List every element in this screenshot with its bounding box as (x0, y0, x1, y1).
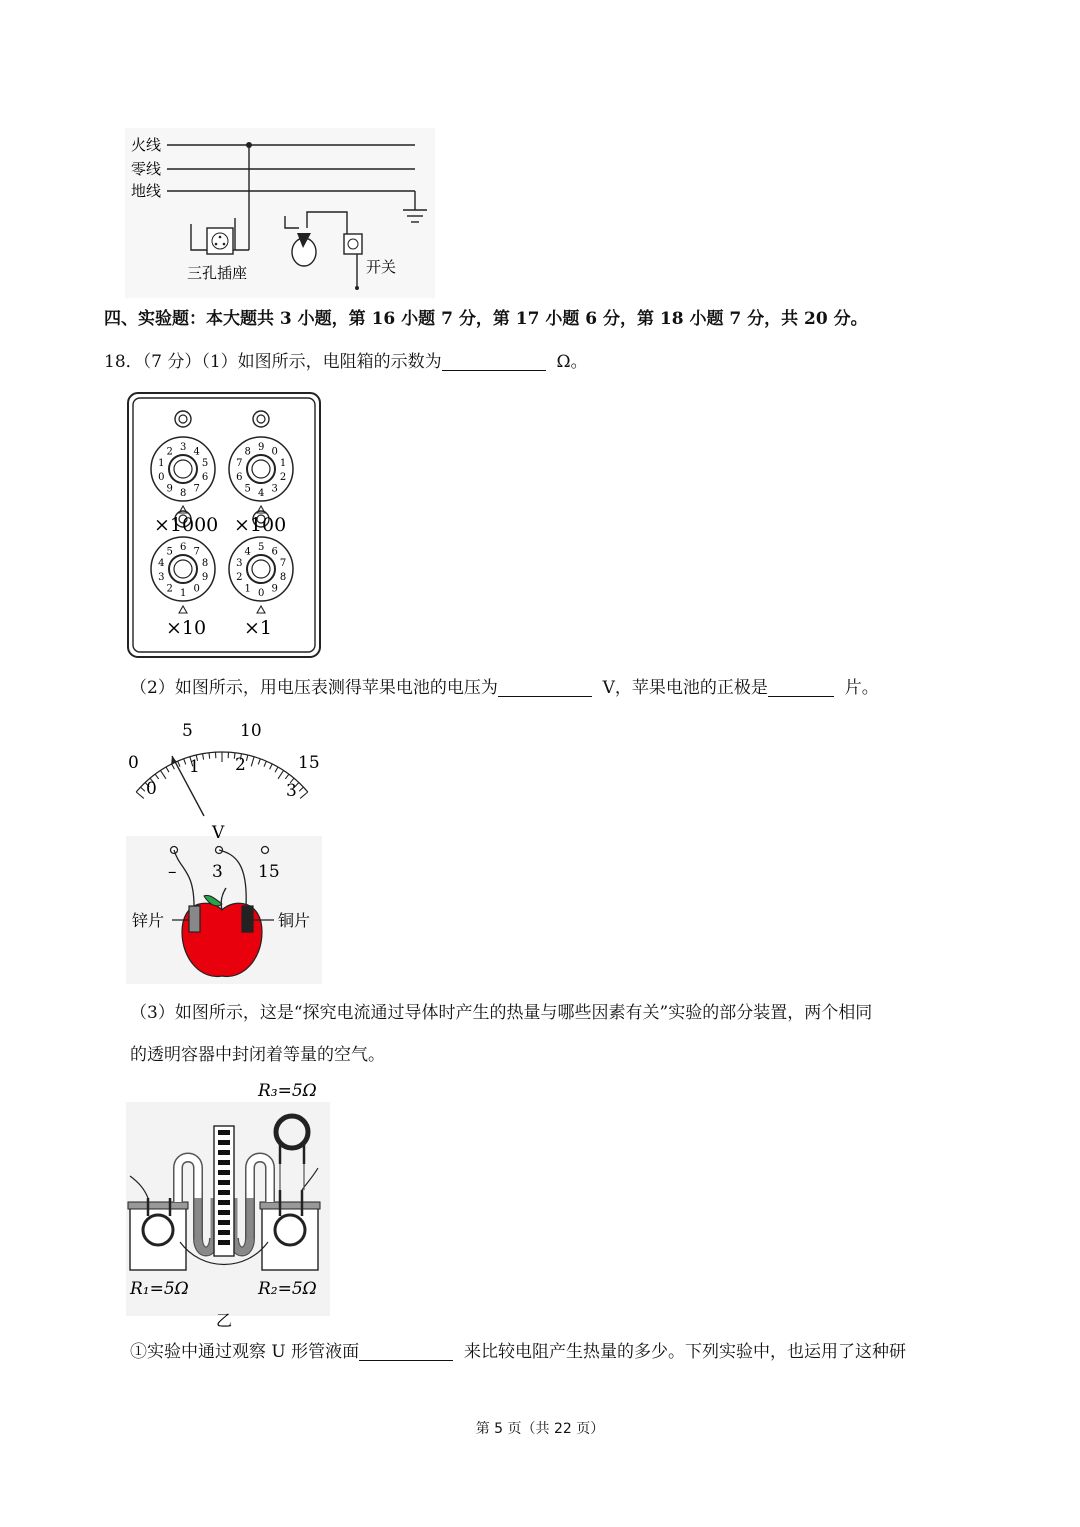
lower-tick-1: 1 (189, 757, 200, 777)
ohm-unit: Ω。 (556, 352, 588, 372)
copper-plate (242, 906, 253, 932)
voltmeter-apple-diagram (122, 714, 326, 984)
section-heading: 四、实验题：本大题共 3 小题，第 16 小题 7 分，第 17 小题 6 分，第 18 小题 7 分，共 20 分。 (104, 309, 868, 329)
answer-blank-voltage[interactable] (498, 680, 592, 697)
q18-part2 (130, 680, 879, 697)
switch-icon (344, 234, 362, 254)
upper-tick-5: 5 (182, 721, 193, 741)
multiplier-1-label: ×1 (244, 617, 273, 639)
question-18-intro (104, 354, 588, 371)
terminal-label-negative: – (168, 862, 177, 882)
dial-digit: 4 (193, 446, 200, 458)
multiplier-100-label: ×100 (234, 514, 287, 536)
copper-label: 铜片 (278, 911, 311, 930)
live-wire-label: 火线 (131, 136, 162, 154)
dial-digit: 4 (244, 546, 251, 558)
dial-digit: 9 (166, 483, 173, 495)
switch-label: 开关 (366, 258, 397, 276)
ground-wire-label: 地线 (131, 182, 162, 200)
figure-caption: 乙 (216, 1311, 233, 1330)
dial-digit: 9 (201, 572, 209, 584)
r2-label: R₂=5Ω (258, 1279, 317, 1299)
q18-part2-text-c: 片。 (844, 678, 879, 698)
dial-digit: 1 (244, 583, 251, 595)
joule-heating-apparatus (122, 1072, 332, 1334)
dial-digit: 8 (180, 488, 187, 499)
zinc-label: 锌片 (132, 911, 165, 930)
dial-digit: 3 (236, 557, 243, 569)
dial-digit: 4 (158, 557, 165, 569)
dial-digit: 9 (271, 583, 278, 595)
dial-digit: 1 (158, 457, 165, 469)
dial-digit: 1 (279, 457, 287, 469)
dial-digit: 5 (201, 457, 209, 469)
dial-digit: 6 (180, 542, 187, 553)
answer-blank-resistance[interactable] (442, 354, 546, 371)
dial-digit: 7 (193, 483, 200, 495)
answer-blank-positive-pole[interactable] (768, 680, 834, 697)
resistance-box (126, 391, 322, 659)
dial-digit: 8 (244, 446, 251, 458)
q18-sub1-text-a: ①实验中通过观察 U 形管液面 (130, 1342, 360, 1362)
q18-part3-line2: 的透明容器中封闭着等量的空气。 (130, 1045, 385, 1065)
zinc-plate (189, 906, 200, 932)
r1-label: R₁=5Ω (130, 1279, 189, 1299)
dial-digit: 5 (166, 546, 173, 558)
dial-digit: 0 (271, 446, 278, 458)
q18-part2-text-b: V，苹果电池的正极是 (602, 678, 768, 698)
wiring-diagram (125, 128, 435, 298)
upper-tick-10: 10 (240, 721, 262, 741)
dial-digit: 9 (258, 442, 265, 453)
upper-tick-15: 15 (298, 753, 320, 773)
dial-digit: 0 (193, 583, 200, 595)
page-footer: 第 5 页（共 22 页） (475, 1421, 605, 1437)
socket-label: 三孔插座 (187, 264, 248, 282)
terminal-15 (262, 847, 269, 854)
dial-digit: 7 (193, 546, 200, 558)
dial-digit: 4 (258, 488, 265, 499)
dial-digit: 5 (244, 483, 251, 495)
dial-digit: 2 (279, 472, 287, 484)
dial-digit: 6 (236, 472, 243, 484)
dial-digit: 2 (166, 583, 173, 595)
r3-label: R₃=5Ω (258, 1081, 317, 1101)
dial-digit: 3 (158, 572, 165, 584)
dial-digit: 3 (271, 483, 278, 495)
upper-tick-0: 0 (128, 753, 139, 773)
terminal-label-3: 3 (212, 862, 223, 882)
dial-digit: 0 (258, 588, 265, 599)
voltmeter-symbol: V (212, 823, 225, 843)
dial-digit: 6 (201, 472, 209, 484)
dial-digit: 2 (236, 572, 243, 584)
q18-sub1-text-b: 来比较电阻产生热量的多少。下列实验中，也运用了这种研 (463, 1342, 906, 1362)
q18-part3-line1: （3）如图所示，这是“探究电流通过导体时产生的热量与哪些因素有关”实验的部分装置，两个相同 (130, 1003, 873, 1023)
terminal-label-15: 15 (258, 862, 280, 882)
lower-tick-0: 0 (146, 779, 157, 799)
neutral-wire-label: 零线 (131, 160, 162, 178)
dial-digit: 1 (180, 588, 187, 599)
dial-digit: 0 (158, 472, 165, 484)
dial-digit: 7 (279, 557, 287, 569)
socket-icon (207, 228, 233, 254)
q18-sub1 (130, 1344, 906, 1361)
dial-digit: 3 (180, 442, 187, 453)
dial-digit: 7 (236, 457, 243, 469)
dial-digit: 5 (258, 542, 265, 553)
dial-digit: 8 (279, 572, 287, 584)
multiplier-10-label: ×10 (166, 617, 207, 639)
dial-digit: 6 (271, 546, 278, 558)
lower-tick-3: 3 (286, 781, 297, 801)
answer-blank-liquid-level[interactable] (359, 1344, 453, 1361)
lower-tick-2: 2 (235, 755, 246, 775)
dial-digit: 2 (166, 446, 173, 458)
q18-part2-text-a: （2）如图所示，用电压表测得苹果电池的电压为 (130, 678, 498, 698)
multiplier-1000-label: ×1000 (154, 514, 219, 536)
dial-digit: 8 (201, 557, 209, 569)
q18-part1-text: 18．（7 分）（1）如图所示，电阻箱的示数为 (104, 352, 442, 372)
